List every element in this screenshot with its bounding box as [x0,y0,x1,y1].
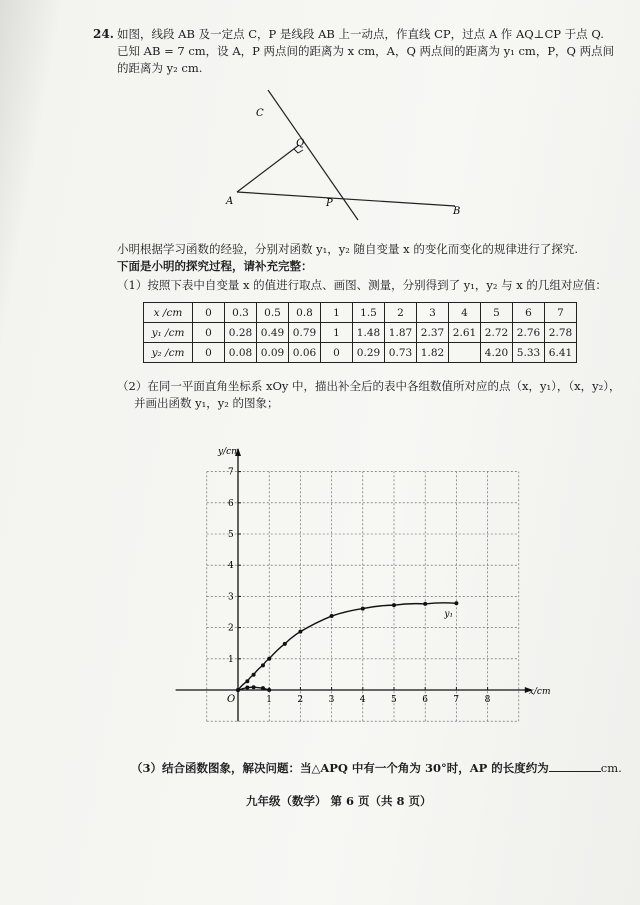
x-tick-label: 4 [359,695,366,705]
page-footer: 九年级（数学） 第 6 页（共 8 页） [246,794,432,808]
table-cell: 4.20 [481,343,513,363]
point-y2 [267,688,271,692]
table-cell: 6.41 [545,343,577,363]
point-y1 [392,603,396,607]
x-tick-label: 6 [422,695,428,705]
point-y1 [454,601,458,605]
point-y1 [261,663,265,667]
part3-line [131,760,622,776]
table-cell: 2.61 [449,323,481,343]
table-cell: 0 [193,323,225,343]
y-tick-label: 2 [228,623,234,634]
segment-ab [237,192,455,206]
table-row-y1 [144,323,577,343]
table-cell: 4 [449,303,481,323]
point-y1 [267,657,271,661]
point-y2 [236,688,240,692]
label-a: A [226,196,234,207]
part2-line1: （2）在同一平面直角坐标系 xOy 中，描出补全后的表中各组数值所对应的点（x，y₁），（x，y₂）， [117,379,621,393]
table-row-header: y₁ /cm [144,323,193,343]
question-stem-line3: 的距离为 y₂ cm. [117,61,203,75]
part3-text: （3）结合函数图象，解决问题：当△APQ 中有一个角为 30°时，AP 的长度约为 [131,761,549,775]
table-cell: 2.78 [545,323,577,343]
point-y1 [283,642,287,646]
table-cell: 0.29 [353,343,385,363]
point-y2 [252,685,256,689]
x-tick-label: 3 [328,695,335,705]
answer-blank[interactable] [549,760,601,772]
value-table [143,302,577,363]
table-cell: 5 [481,303,513,323]
point-y1 [361,607,365,611]
plot-ticks [228,468,491,705]
table-row-header: y₂ /cm [144,343,193,363]
table-cell: 1.87 [385,323,417,343]
table-cell: 1 [321,323,353,343]
table-cell: 0.79 [289,323,321,343]
table-row-x [144,303,577,323]
table-cell: 0.08 [225,343,257,363]
table-cell: 2.72 [481,323,513,343]
table-cell: 1.82 [417,343,449,363]
question-number: 24. [93,27,114,41]
table-row-header: x /cm [144,303,193,323]
point-y1 [245,679,249,683]
line-cp [268,90,358,220]
point-y2 [261,686,265,690]
curve-y1 [238,603,456,690]
y-tick-label: 1 [228,654,234,665]
part3-unit: cm. [600,761,622,775]
point-y2 [245,686,249,690]
table-cell: 0 [193,343,225,363]
label-c: C [256,108,264,119]
point-y1 [298,630,302,634]
table-cell: 3 [417,303,449,323]
right-angle-mark [294,149,303,153]
plot-grid [207,472,519,722]
table-cell: 5.33 [513,343,545,363]
table-cell: 0.09 [257,343,289,363]
plot-axes [176,448,533,721]
y-axis-label: y/cm [218,447,240,457]
y-tick-label: 6 [228,498,234,509]
part1-text: （1）按照下表中自变量 x 的值进行取点、画图、测量，分别得到了 y₁，y₂ 与 x 的几组对应值： [117,278,607,292]
segment-aq [237,145,299,192]
plot-points [236,601,458,692]
part2-line2: 并画出函数 y₁，y₂ 的图象； [134,396,279,410]
table-cell: 0.49 [257,323,289,343]
label-q: Q [296,138,305,149]
table-cell: 0.06 [289,343,321,363]
table-cell: 0.3 [225,303,257,323]
table-cell: 0.5 [257,303,289,323]
label-b: B [453,206,461,217]
table-cell: 6 [513,303,545,323]
plot-curves [238,603,456,690]
table-cell: 1.48 [353,323,385,343]
table-cell: 7 [545,303,577,323]
table-cell: 0.28 [225,323,257,343]
table-cell-blank[interactable] [449,343,481,363]
label-p: P [326,198,333,209]
table-cell: 0.8 [289,303,321,323]
table-cell: 2 [385,303,417,323]
x-tick-label: 2 [297,695,304,705]
table-cell: 0.73 [385,343,417,363]
x-tick-label: 1 [266,695,272,705]
point-y1 [252,673,256,677]
series-label-y1: y₁ [444,609,454,620]
table-cell: 0 [193,303,225,323]
point-y1 [330,614,334,618]
intro-line2: 下面是小明的探究过程，请补充完整： [117,259,313,273]
x-tick-label: 5 [391,695,397,705]
question-stem-line1: 如图，线段 AB 及一定点 C，P 是线段 AB 上一动点，作直线 CP，过点 A 作 AQ⊥CP 于点 Q. [117,27,604,41]
question-stem-line2: 已知 AB = 7 cm，设 A，P 两点间的距离为 x cm，A，Q 两点间的距离为 y₁ cm，P，Q 两点间 [117,44,615,58]
y-tick-label: 4 [228,561,234,572]
table-row-y2 [144,343,577,363]
x-tick-label: 7 [453,695,460,705]
table-cell: 2.37 [417,323,449,343]
table-cell: 1 [321,303,353,323]
y-tick-label: 5 [228,530,234,540]
y-tick-label: 7 [228,467,234,478]
intro-line1: 小明根据学习函数的经验，分别对函数 y₁，y₂ 随自变量 x 的变化而变化的规律进行了探究. [117,242,578,256]
table-cell: 2.76 [513,323,545,343]
table-cell: 1.5 [353,303,385,323]
y-tick-label: 3 [228,592,234,603]
function-graph [170,405,551,750]
x-tick-label: 8 [484,695,491,705]
point-y1 [423,602,427,606]
origin-label: O [227,694,236,705]
table-cell: 0 [321,343,353,363]
x-axis-label: x/cm [528,687,551,697]
geometry-figure [220,82,480,222]
